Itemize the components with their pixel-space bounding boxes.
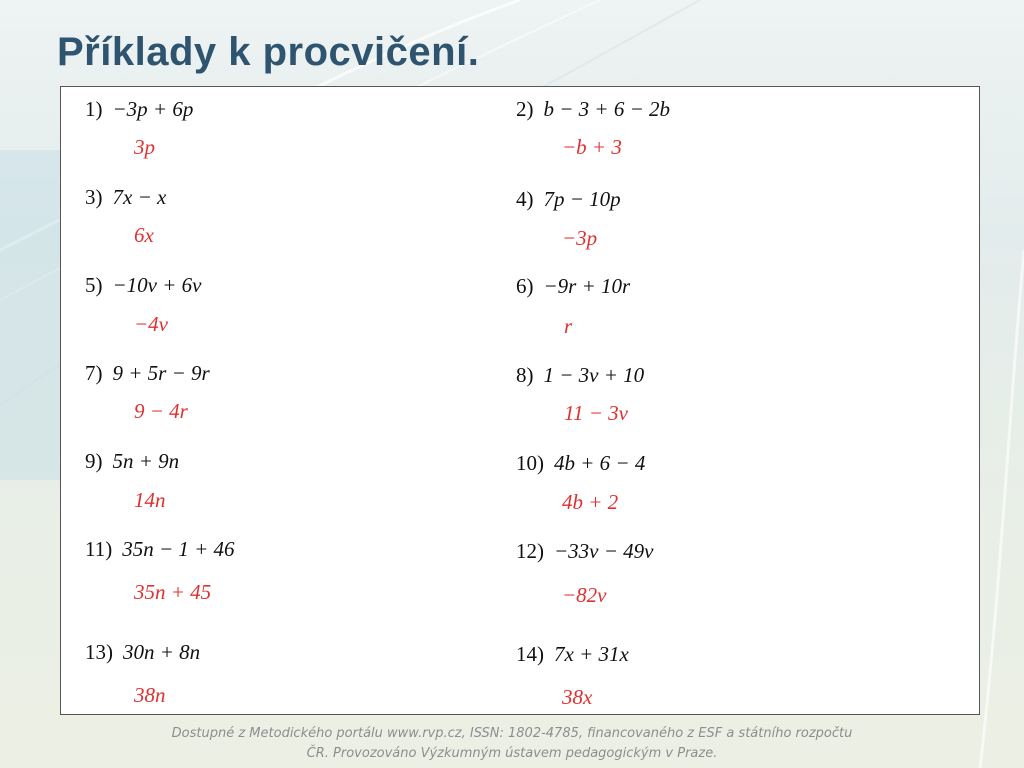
exercise-box (60, 86, 980, 715)
exercise-10: 10) 4b + 6 − 4 (516, 451, 646, 475)
exercise-9: 9) 5n + 9n (85, 449, 180, 473)
exercise-6: 6) −9r + 10r (516, 274, 631, 298)
exercise-14: 14) 7x + 31x (516, 642, 629, 666)
exercise-3: 3) 7x − x (85, 185, 167, 209)
answer-7: 9 − 4r (134, 399, 188, 423)
answer-5: −4v (134, 312, 168, 336)
footer-line-2: ČR. Provozováno Výzkumným ústavem pedagogickým v Praze. (306, 746, 718, 761)
page-title: Příklady k procvičení. (57, 30, 480, 74)
answer-12: −82v (562, 583, 607, 607)
exercise-7: 7) 9 + 5r − 9r (85, 361, 210, 385)
exercise-2: 2) b − 3 + 6 − 2b (516, 97, 671, 121)
answer-9: 14n (134, 488, 166, 512)
answer-4: −3p (562, 226, 598, 250)
answer-6: r (564, 314, 573, 338)
answer-3: 6x (134, 223, 154, 247)
exercise-12: 12) −33v − 49v (516, 539, 654, 563)
exercise-13: 13) 30n + 8n (85, 640, 201, 664)
exercise-8: 8) 1 − 3v + 10 (516, 363, 645, 387)
answer-2: −b + 3 (562, 135, 622, 159)
answer-14: 38x (562, 685, 593, 709)
exercise-11: 11) 35n − 1 + 46 (85, 537, 235, 561)
footer-citation (0, 724, 1024, 764)
exercise-1: 1) −3p + 6p (85, 97, 194, 121)
answer-8: 11 − 3v (564, 401, 628, 425)
exercise-4: 4) 7p − 10p (516, 187, 621, 211)
exercise-5: 5) −10v + 6v (85, 273, 202, 297)
answer-1: 3p (134, 135, 155, 159)
answer-10: 4b + 2 (562, 490, 619, 514)
answer-13: 38n (134, 683, 166, 707)
footer-line-1: Dostupné z Metodického portálu www.rvp.cz, ISSN: 1802-4785, financovaného z ESF a státního rozpočtu (171, 726, 853, 741)
answer-11: 35n + 45 (134, 580, 212, 604)
